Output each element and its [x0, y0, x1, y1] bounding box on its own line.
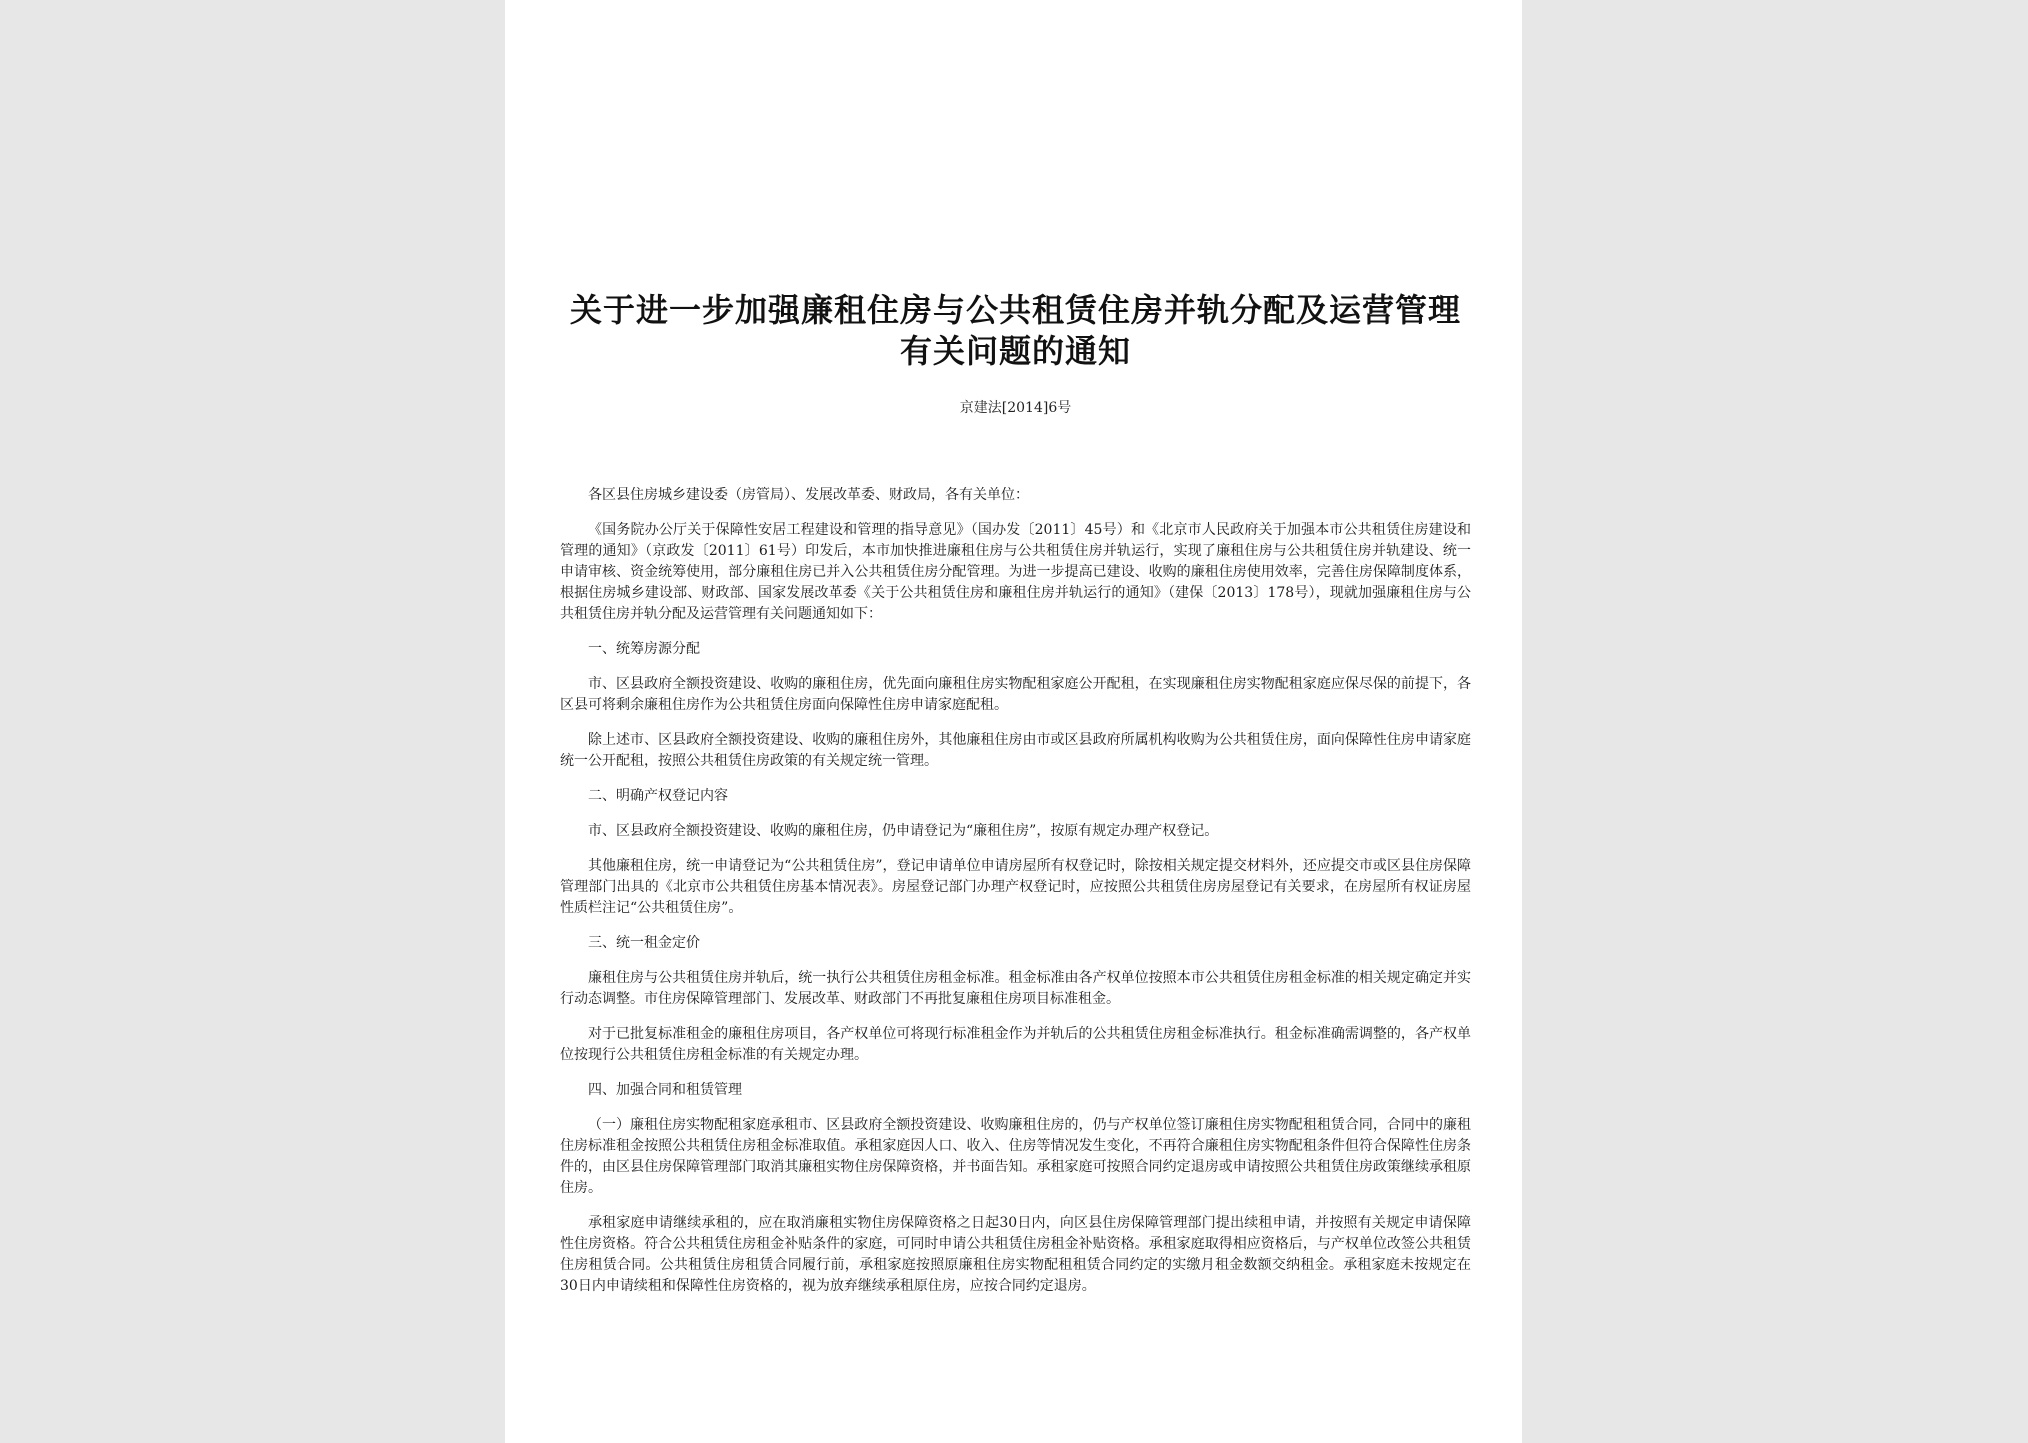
paragraph: 廉租住房与公共租赁住房并轨后，统一执行公共租赁住房租金标准。租金标准由各产权单位按照本市公共租赁住房租金标准的相关规定确定并实行动态调整。市住房保障管理部门、发展改革、财政部门不再批复廉租住房项目标准租金。 [560, 970, 1471, 1007]
intro-paragraph: 《国务院办公厅关于保障性安居工程建设和管理的指导意见》（国办发〔2011〕45号）和《北京市人民政府关于加强本市公共租赁住房建设和管理的通知》（京政发〔2011〕61号）印发后，本市加快推进廉租住房与公共租赁住房并轨运行，实现了廉租住房与公共租赁住房并轨建设、统一申请审核、资金统筹使用，部分廉租住房已并入公共租赁住房分配管理。为进一步提高已建设、收购的廉租住房使用效率，完善住房保障制度体系，根据住房城乡建设部、财政部、国家发展改革委《关于公共租赁住房和廉租住房并轨运行的通知》（建保〔2013〕178号），现就加强廉租住房与公共租赁住房并轨分配及运营管理有关问题通知如下： [560, 522, 1471, 622]
document-title: 关于进一步加强廉租住房与公共租赁住房并轨分配及运营管理有关问题的通知 [569, 291, 1461, 370]
paragraph: 承租家庭申请继续承租的，应在取消廉租实物住房保障资格之日起30日内，向区县住房保障管理部门提出续租申请，并按照有关规定申请保障性住房资格。符合公共租赁住房租金补贴条件的家庭，可同时申请公共租赁住房租金补贴资格。承租家庭取得相应资格后，与产权单位改签公共租赁住房租赁合同。公共租赁住房租赁合同履行前，承租家庭按照原廉租住房实物配租租赁合同约定的实缴月租金数额交纳租金。承租家庭未按规定在30日内申请续租和保障性住房资格的，视为放弃继续承租原住房，应按合同约定退房。 [560, 1215, 1471, 1294]
paragraph: 除上述市、区县政府全额投资建设、收购的廉租住房外，其他廉租住房由市或区县政府所属机构收购为公共租赁住房，面向保障性住房申请家庭统一公开配租，按照公共租赁住房政策的有关规定统一管理。 [560, 732, 1471, 769]
document-page [505, 0, 1522, 1443]
paragraph: 市、区县政府全额投资建设、收购的廉租住房，优先面向廉租住房实物配租家庭公开配租，在实现廉租住房实物配租家庭应保尽保的前提下，各区县可将剩余廉租住房作为公共租赁住房面向保障性住房申请家庭配租。 [560, 676, 1471, 713]
salutation: 各区县住房城乡建设委（房管局）、发展改革委、财政局，各有关单位： [588, 487, 1029, 503]
paragraph: 市、区县政府全额投资建设、收购的廉租住房，仍申请登记为“廉租住房”，按原有规定办理产权登记。 [588, 823, 1219, 839]
section-heading-4: 四、加强合同和租赁管理 [588, 1082, 742, 1098]
document-number: 京建法[2014]6号 [959, 400, 1072, 416]
paragraph: 对于已批复标准租金的廉租住房项目，各产权单位可将现行标准租金作为并轨后的公共租赁住房租金标准执行。租金标准确需调整的，各产权单位按现行公共租赁住房租金标准的有关规定办理。 [560, 1026, 1471, 1063]
section-heading-3: 三、统一租金定价 [588, 935, 700, 951]
section-heading-2: 二、明确产权登记内容 [588, 788, 728, 804]
section-heading-1: 一、统筹房源分配 [588, 641, 700, 657]
document-content [560, 290, 1471, 1311]
paragraph: 其他廉租住房，统一申请登记为“公共租赁住房”，登记申请单位申请房屋所有权登记时，除按相关规定提交材料外，还应提交市或区县住房保障管理部门出具的《北京市公共租赁住房基本情况表》。房屋登记部门办理产权登记时，应按照公共租赁住房房屋登记有关要求，在房屋所有权证房屋性质栏注记“公共租赁住房”。 [560, 858, 1471, 916]
paragraph: （一）廉租住房实物配租家庭承租市、区县政府全额投资建设、收购廉租住房的，仍与产权单位签订廉租住房实物配租租赁合同，合同中的廉租住房标准租金按照公共租赁住房租金标准取值。承租家庭因人口、收入、住房等情况发生变化，不再符合廉租住房实物配租条件但符合保障性住房条件的，由区县住房保障管理部门取消其廉租实物住房保障资格，并书面告知。承租家庭可按照合同约定退房或申请按照公共租赁住房政策继续承租原住房。 [560, 1117, 1471, 1196]
document-body [560, 485, 1471, 1297]
